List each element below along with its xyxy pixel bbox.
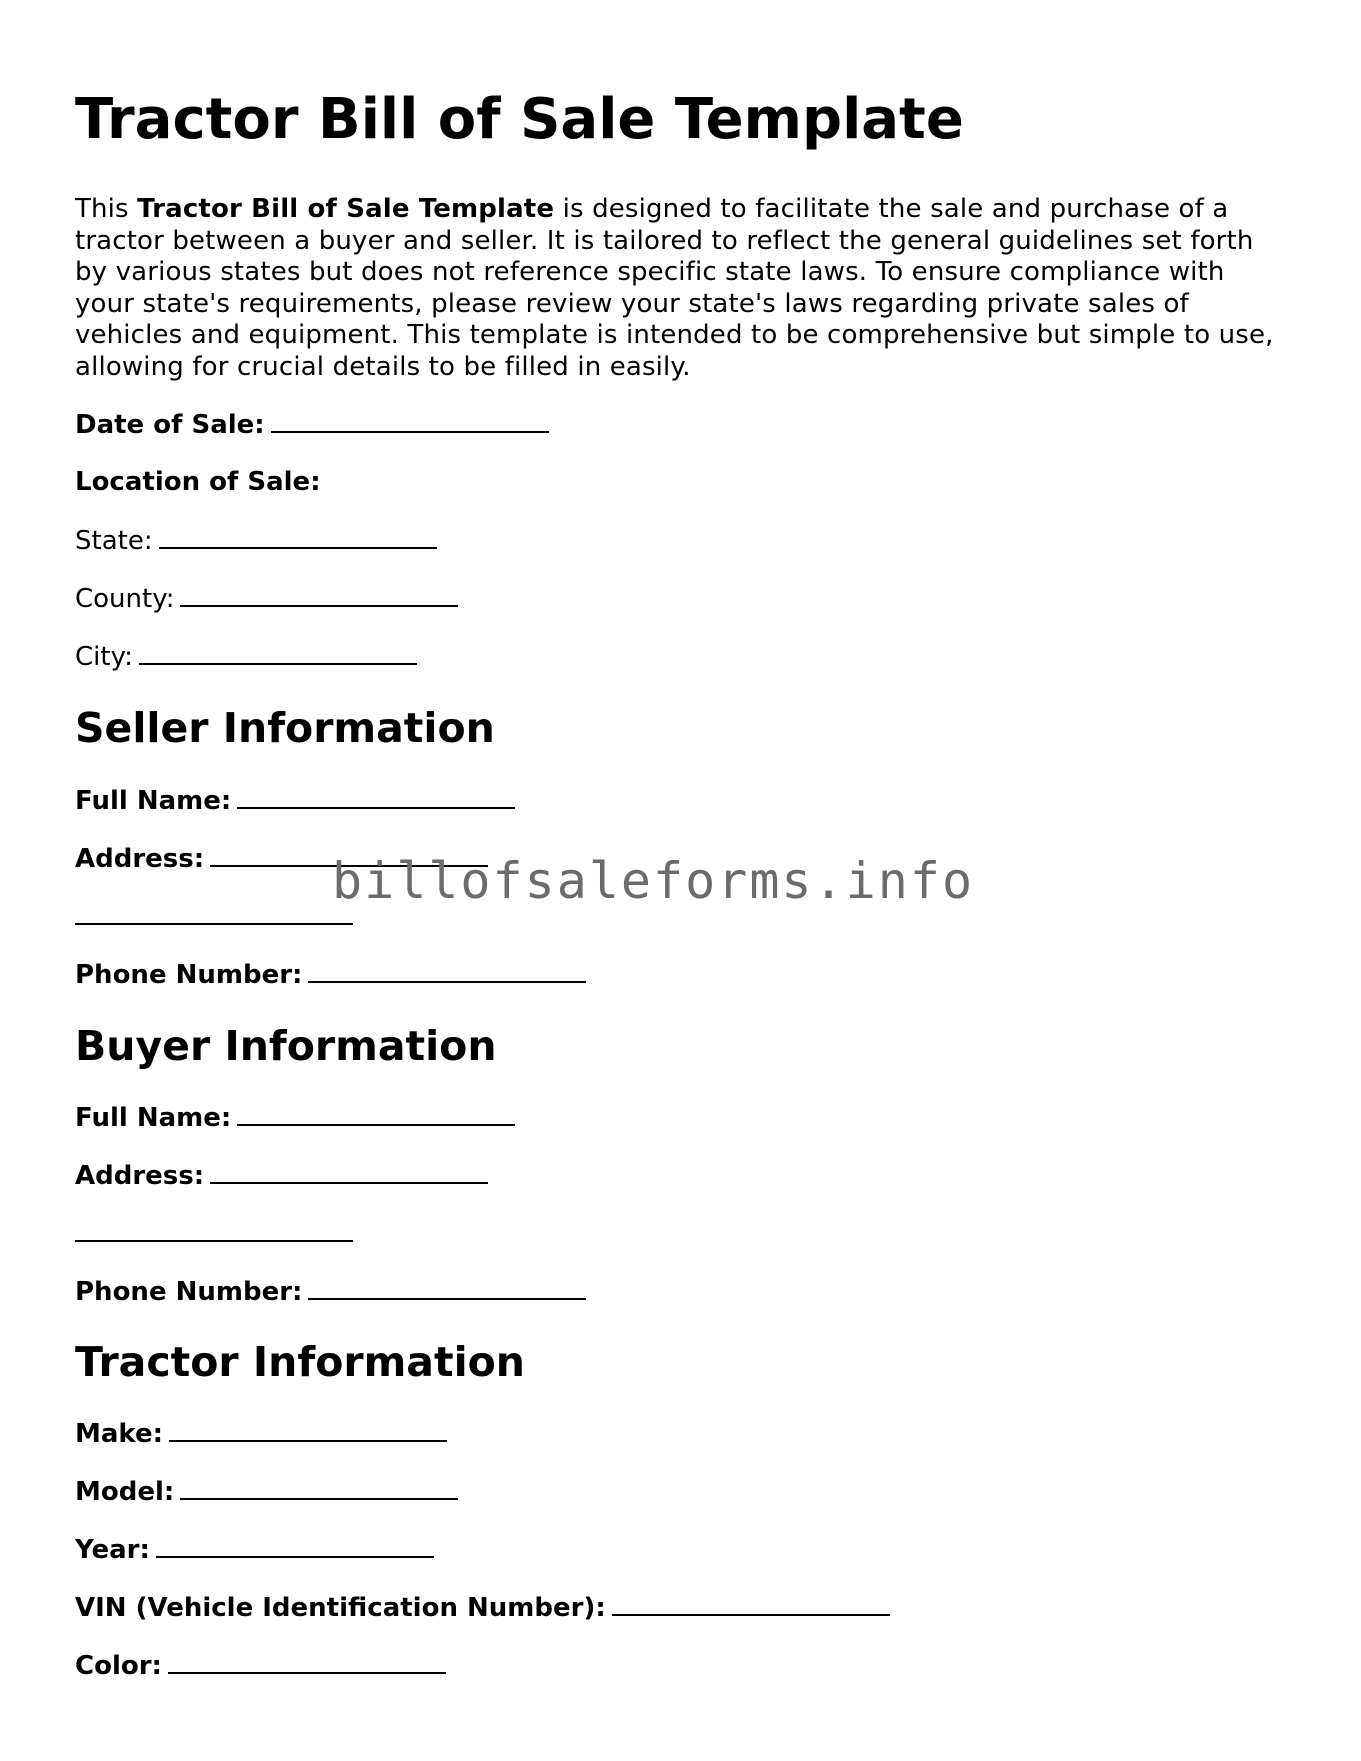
vin-label: VIN (Vehicle Identification Number): bbox=[75, 1593, 606, 1623]
color-row bbox=[75, 1650, 446, 1681]
city-field[interactable] bbox=[139, 641, 417, 665]
intro-paragraph bbox=[75, 194, 1290, 384]
vin-row bbox=[75, 1592, 890, 1623]
city-row bbox=[75, 641, 417, 672]
state-field[interactable] bbox=[159, 525, 437, 549]
model-label: Model: bbox=[75, 1477, 175, 1507]
seller-address-field-2[interactable] bbox=[75, 901, 353, 925]
county-row bbox=[75, 583, 458, 614]
year-row bbox=[75, 1534, 434, 1565]
county-field[interactable] bbox=[180, 583, 458, 607]
seller-name-field[interactable] bbox=[237, 785, 515, 809]
buyer-heading: Buyer Information bbox=[75, 1022, 497, 1070]
make-label: Make: bbox=[75, 1419, 164, 1449]
buyer-phone-label: Phone Number: bbox=[75, 1277, 303, 1307]
intro-bold-title: Tractor Bill of Sale Template bbox=[137, 194, 555, 224]
date-of-sale-field[interactable] bbox=[271, 409, 549, 433]
year-label: Year: bbox=[75, 1535, 150, 1565]
state-label: State: bbox=[75, 526, 153, 556]
seller-phone-field[interactable] bbox=[308, 959, 586, 983]
color-label: Color: bbox=[75, 1651, 162, 1681]
seller-phone-label: Phone Number: bbox=[75, 960, 303, 990]
seller-heading: Seller Information bbox=[75, 704, 495, 752]
page-title: Tractor Bill of Sale Template bbox=[75, 87, 964, 152]
seller-phone-row bbox=[75, 959, 586, 990]
seller-address-line-2 bbox=[75, 901, 353, 932]
county-label: County: bbox=[75, 584, 175, 614]
buyer-phone-field[interactable] bbox=[308, 1276, 586, 1300]
buyer-address-line-2 bbox=[75, 1218, 353, 1249]
year-field[interactable] bbox=[156, 1534, 434, 1558]
state-row bbox=[75, 525, 437, 556]
buyer-name-label: Full Name: bbox=[75, 1103, 232, 1133]
buyer-name-field[interactable] bbox=[237, 1102, 515, 1126]
tractor-heading: Tractor Information bbox=[75, 1338, 525, 1386]
buyer-address-row bbox=[75, 1160, 488, 1191]
buyer-address-field-2[interactable] bbox=[75, 1218, 353, 1242]
date-of-sale-label: Date of Sale: bbox=[75, 410, 265, 440]
seller-address-label: Address: bbox=[75, 844, 205, 874]
color-field[interactable] bbox=[168, 1650, 446, 1674]
location-of-sale-heading: Location of Sale: bbox=[75, 467, 321, 497]
seller-name-row bbox=[75, 785, 515, 816]
model-field[interactable] bbox=[180, 1476, 458, 1500]
date-of-sale-row bbox=[75, 409, 549, 440]
intro-prefix: This bbox=[75, 194, 138, 224]
buyer-address-field[interactable] bbox=[210, 1160, 488, 1184]
make-field[interactable] bbox=[169, 1418, 447, 1442]
buyer-phone-row bbox=[75, 1276, 586, 1307]
seller-name-label: Full Name: bbox=[75, 786, 232, 816]
model-row bbox=[75, 1476, 458, 1507]
make-row bbox=[75, 1418, 447, 1449]
buyer-address-label: Address: bbox=[75, 1161, 205, 1191]
city-label: City: bbox=[75, 642, 133, 672]
buyer-name-row bbox=[75, 1102, 515, 1133]
watermark-text: billofsaleforms.info bbox=[332, 852, 975, 910]
vin-field[interactable] bbox=[612, 1592, 890, 1616]
intro-suffix: is designed to facilitate the sale and purchase of a tractor between a buyer and seller. It is tailored to reflect the general guidelines set forth by various states but does not reference specific state laws. To ensure compliance with your state's requirements, please review your state's laws regarding private sales of vehicles and equipment. This template is intended to be comprehensive but simple to use, allowing for crucial details to be filled in easily. bbox=[75, 194, 1274, 382]
